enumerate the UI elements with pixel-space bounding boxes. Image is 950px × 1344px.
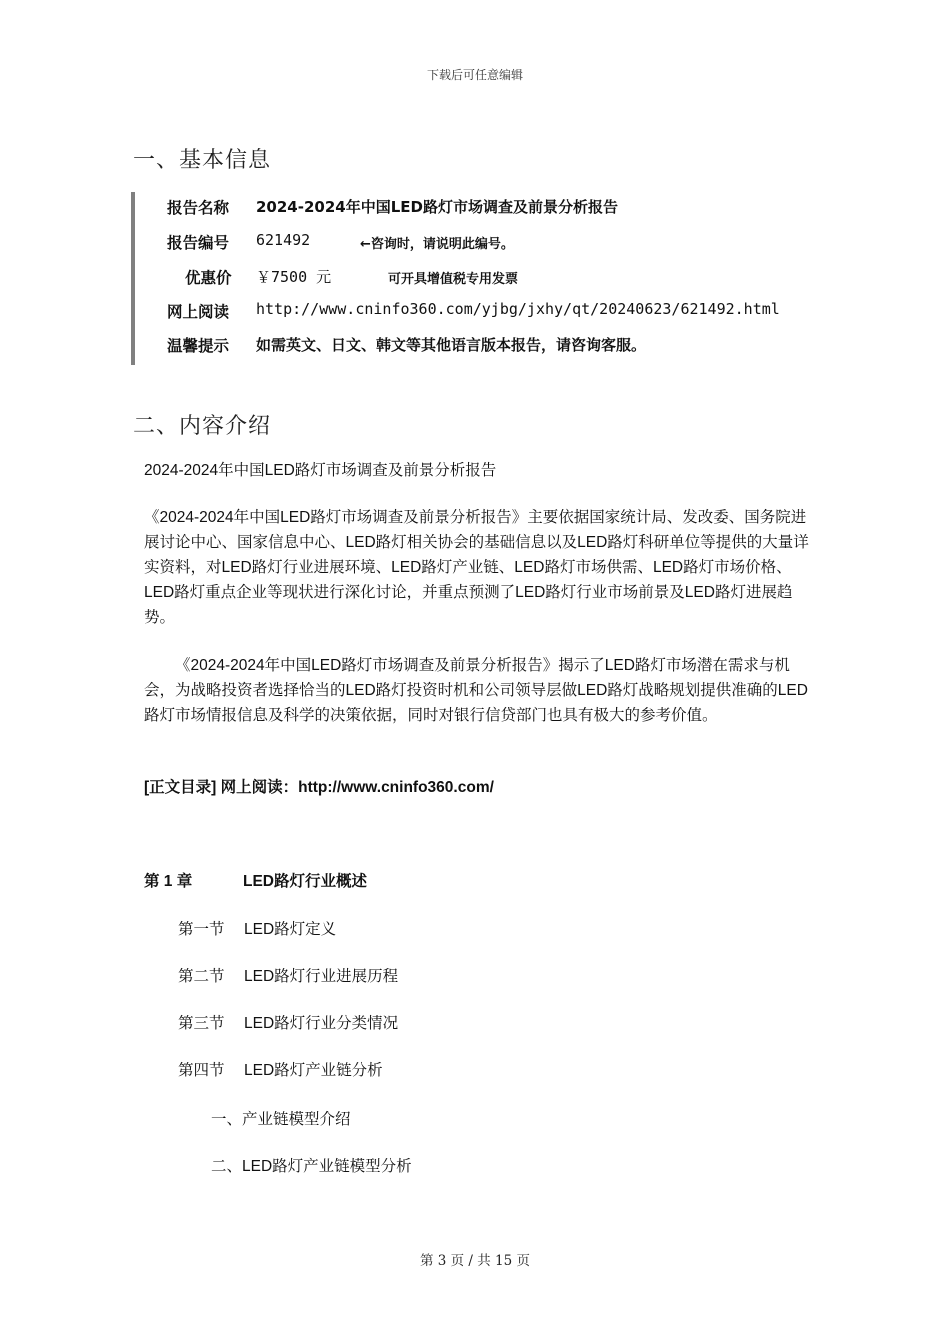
toc-section-title: LED路灯产业链分析 [244,1062,383,1079]
tip-value: 如需英文、日文、韩文等其他语言版本报告，请咨询客服。 [256,336,647,354]
section-title-content-intro: 二、内容介绍 [133,414,272,439]
report-number-label: 报告编号 [167,234,230,252]
price-value: ￥7500 元 [256,268,332,286]
toc-subsection: 一、产业链模型介绍 [211,1111,351,1128]
intro-paragraph-1: 《2024-2024年中国LED路灯市场调查及前景分析报告》主要依据国家统计局、发改委、国务院进展讨论中心、国家信息中心、LED路灯相关协会的基础信息以及LED路灯科研单位等提供的大量详实资料，对LED路灯行业进展环境、LED路灯产业链、LED路灯市场供需、LED路灯市场价格、LED路灯重点企业等现状进行深化讨论，并重点预测了LED路灯行业市场前景及LED路灯进展趋势。 [144,509,809,626]
page-header-note: 下载后可任意编辑 [426,68,523,82]
toc-subsection: 二、LED路灯产业链模型分析 [211,1158,412,1175]
intro-paragraph-2: 《2024-2024年中国LED路灯市场调查及前景分析报告》揭示了LED路灯市场潜在需求与机会，为战略投资者选择恰当的LED路灯投资时机和公司领导层做LED路灯战略规划提供准确的LED路灯市场情报信息及科学的决策依据，同时对银行信贷部门也具有极大的参考价值。 [144,657,808,724]
report-title: 2024-2024年中国LED路灯市场调查及前景分析报告 [144,462,497,479]
toc-online-link[interactable]: [正文目录] 网上阅读：http://www.cninfo360.com/ [144,779,494,796]
toc-section-num: 第一节 [178,921,225,938]
toc-section-title: LED路灯行业分类情况 [244,1015,399,1032]
price-label: 优惠价 [185,269,232,287]
section-title-basic-info: 一、基本信息 [133,148,272,173]
toc-section-num: 第三节 [178,1015,225,1032]
toc-section-num: 第四节 [178,1062,225,1079]
chapter-number: 第 1 章 [144,873,193,890]
report-number-value: 621492 [256,231,311,249]
online-reading-link[interactable]: http://www.cninfo360.com/yjbg/jxhy/qt/20240623/621492.html [256,300,780,318]
chapter-title: LED路灯行业概述 [243,873,368,890]
online-reading-label: 网上阅读 [167,303,230,321]
tip-label: 温馨提示 [167,337,230,355]
report-number-note: ←咨询时，请说明此编号。 [360,237,514,252]
page-footer: 第 3 页 / 共 15 页 [419,1253,531,1269]
toc-section-num: 第二节 [178,968,225,985]
info-block-bar [131,192,135,365]
toc-section-title: LED路灯行业进展历程 [244,968,399,985]
price-note: 可开具增值税专用发票 [388,272,519,287]
report-name-value: 2024-2024年中国LED路灯市场调查及前景分析报告 [256,198,618,216]
report-name-label: 报告名称 [167,199,230,217]
toc-section-title: LED路灯定义 [244,921,337,938]
